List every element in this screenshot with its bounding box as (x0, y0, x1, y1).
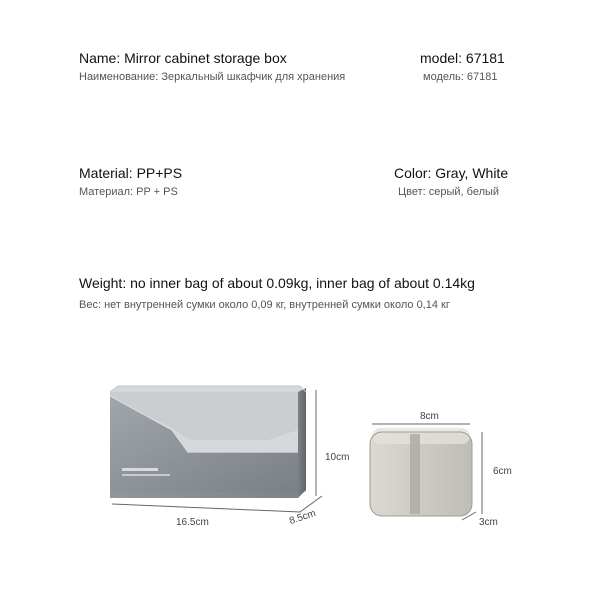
small-box-height-label: 6cm (493, 466, 512, 477)
small-box-width-label: 8cm (420, 411, 439, 422)
product-material: Material: PP+PS (79, 165, 183, 181)
small-box-depth-label: 3cm (479, 517, 498, 528)
product-color-russian: Цвет: серый, белый (398, 186, 500, 198)
large-box-depth-label: 8.5cm (287, 508, 318, 527)
product-weight: Weight: no inner bag of about 0.09kg, inner bag of about 0.14kg (79, 275, 475, 291)
large-box-height-label: 10cm (325, 452, 350, 463)
large-storage-box (110, 386, 306, 498)
product-model: model: 67181 (420, 50, 505, 66)
small-storage-box (370, 428, 472, 516)
product-weight-russian: Вес: нет внутренней сумки около 0,09 кг, внутренней сумки около 0,14 кг (79, 299, 450, 311)
product-name-russian: Наименование: Зеркальный шкафчик для хранения (79, 71, 346, 83)
large-box-length-label: 16.5cm (176, 517, 209, 528)
product-material-russian: Материал: PP + PS (79, 186, 178, 198)
product-color: Color: Gray, White (394, 165, 509, 181)
product-name: Name: Mirror cabinet storage box (79, 50, 287, 66)
product-model-russian: модель: 67181 (423, 71, 498, 83)
